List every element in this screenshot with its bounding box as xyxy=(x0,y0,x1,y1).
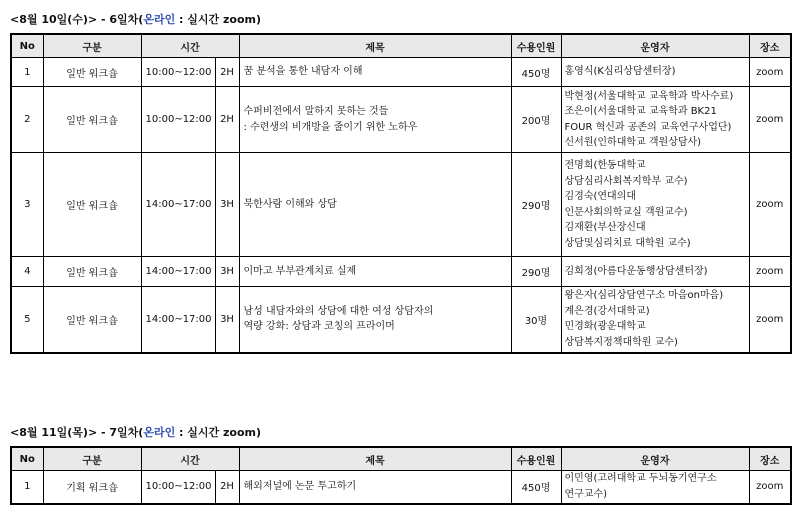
table-row xyxy=(11,58,791,87)
cell-hours: 3H xyxy=(215,153,239,257)
header-time: 시간 xyxy=(141,447,239,471)
cell-capacity: 30명 xyxy=(511,287,561,353)
operator-line: 왕은자(심리상담연구소 마음on마음) xyxy=(564,290,724,302)
cell-time: 10:00~12:00 xyxy=(141,471,215,504)
cell-capacity: 290명 xyxy=(511,257,561,287)
cell-hours: 3H xyxy=(215,287,239,353)
operator-line: 인문사회의학교실 객원교수) xyxy=(564,206,688,218)
cell-title xyxy=(239,153,511,257)
cell-place: zoom xyxy=(749,87,791,153)
header-type: 구분 xyxy=(43,34,141,58)
header-place: 장소 xyxy=(749,34,791,58)
cell-type: 일반 워크숍 xyxy=(43,257,141,287)
title-line: 꿈 분석을 통한 내담자 이해 xyxy=(243,66,363,78)
cell-time: 14:00~17:00 xyxy=(141,257,215,287)
cell-time: 10:00~12:00 xyxy=(141,87,215,153)
table-row xyxy=(11,471,791,504)
operator-line: 홍영식(K심리상담센터장) xyxy=(564,66,676,78)
operator-line: FOUR 혁신과 공존의 교육연구사업단) xyxy=(564,121,732,133)
cell-no: 5 xyxy=(11,287,43,353)
cell-type: 일반 워크숍 xyxy=(43,87,141,153)
cell-title xyxy=(239,58,511,87)
cell-title xyxy=(239,257,511,287)
cell-type: 기획 워크숍 xyxy=(43,471,141,504)
cell-no: 3 xyxy=(11,153,43,257)
cell-title xyxy=(239,87,511,153)
operator-line: 상담및심리치료 대학원 교수) xyxy=(564,237,691,249)
cell-capacity: 450명 xyxy=(511,58,561,87)
cell-place: zoom xyxy=(749,287,791,353)
cell-type: 일반 워크숍 xyxy=(43,153,141,257)
section1-heading-suffix: : 실시간 zoom) xyxy=(175,13,261,26)
cell-time: 14:00~17:00 xyxy=(141,287,215,353)
cell-operator xyxy=(561,87,749,153)
section1-heading-prefix: <8월 10일(수)> - 6일차( xyxy=(10,13,144,26)
cell-no: 1 xyxy=(11,471,43,504)
title-line: 남성 내담자와의 상담에 대한 여성 상담자의 xyxy=(243,305,434,317)
operator-line: 상담심리사회복지학부 교수) xyxy=(564,175,688,187)
title-line: 수퍼비전에서 말하지 못하는 것들 xyxy=(243,106,389,117)
cell-no: 4 xyxy=(11,257,43,287)
section2-heading-online: 온라인 xyxy=(143,426,176,439)
header-operator: 운영자 xyxy=(561,34,749,58)
header-time: 시간 xyxy=(141,34,239,58)
cell-operator xyxy=(561,471,749,504)
cell-title xyxy=(239,471,511,504)
cell-type: 일반 워크숍 xyxy=(43,58,141,87)
operator-line: 김경숙(연대의대 xyxy=(564,191,637,202)
section2-heading-prefix: <8월 11일(목)> - 7일차( xyxy=(10,426,144,439)
cell-place: zoom xyxy=(749,153,791,257)
cell-operator xyxy=(561,287,749,353)
operator-line: 이민영(고려대학교 두뇌동기연구소 xyxy=(564,473,717,485)
cell-place: zoom xyxy=(749,471,791,504)
header-no: No xyxy=(11,447,43,471)
operator-line: 조은이(서울대학교 교육학과 BK21 xyxy=(564,106,717,117)
operator-line: 계은경(강서대학교) xyxy=(564,305,650,317)
cell-title xyxy=(239,287,511,353)
operator-line: 김희정(아름다운동행상담센터장) xyxy=(564,265,708,277)
title-line: 해외저널에 논문 투고하기 xyxy=(243,481,357,492)
cell-capacity: 200명 xyxy=(511,87,561,153)
cell-capacity: 290명 xyxy=(511,153,561,257)
cell-no: 2 xyxy=(11,87,43,153)
cell-time: 10:00~12:00 xyxy=(141,58,215,87)
table-header-row xyxy=(11,34,791,58)
title-line: 역량 강화: 상담과 코칭의 프라이머 xyxy=(243,321,395,333)
table-row xyxy=(11,153,791,257)
cell-type: 일반 워크숍 xyxy=(43,287,141,353)
header-no: No xyxy=(11,34,43,58)
table-header-row xyxy=(11,447,791,471)
title-line: : 수련생의 비개방을 줄이기 위한 노하우 xyxy=(243,121,418,133)
section2-heading-suffix: : 실시간 zoom) xyxy=(175,426,261,439)
operator-line: 민경화(광운대학교 xyxy=(564,321,646,333)
header-capacity: 수용인원 xyxy=(511,447,561,471)
section1-heading xyxy=(10,11,261,27)
cell-place: zoom xyxy=(749,257,791,287)
operator-line: 박현정(서울대학교 교육학과 박사수료) xyxy=(564,90,734,102)
operator-line: 연구교수) xyxy=(564,488,608,500)
operator-line: 김재환(부산장신대 xyxy=(564,222,646,233)
cell-hours: 2H xyxy=(215,87,239,153)
schedule-table-day7 xyxy=(10,446,792,505)
table-row xyxy=(11,287,791,353)
header-place: 장소 xyxy=(749,447,791,471)
title-line: 이마고 부부관계치료 실제 xyxy=(243,265,357,277)
cell-hours: 2H xyxy=(215,471,239,504)
operator-line: 상담복지정책대학원 교수) xyxy=(564,336,678,348)
header-type: 구분 xyxy=(43,447,141,471)
section2-heading xyxy=(10,424,261,440)
operator-line: 전명희(한동대학교 xyxy=(564,160,646,171)
cell-place: zoom xyxy=(749,58,791,87)
cell-operator xyxy=(561,153,749,257)
cell-operator xyxy=(561,58,749,87)
table-row xyxy=(11,87,791,153)
section1-heading-online: 온라인 xyxy=(143,13,176,26)
table-row xyxy=(11,257,791,287)
operator-line: 신서원(인하대학교 객원상담사) xyxy=(564,137,702,148)
cell-capacity: 450명 xyxy=(511,471,561,504)
schedule-table-day6 xyxy=(10,33,792,354)
cell-operator xyxy=(561,257,749,287)
header-capacity: 수용인원 xyxy=(511,34,561,58)
cell-hours: 2H xyxy=(215,58,239,87)
cell-hours: 3H xyxy=(215,257,239,287)
header-title: 제목 xyxy=(239,34,511,58)
header-title: 제목 xyxy=(239,447,511,471)
cell-time: 14:00~17:00 xyxy=(141,153,215,257)
header-operator: 운영자 xyxy=(561,447,749,471)
cell-no: 1 xyxy=(11,58,43,87)
title-line: 북한사람 이해와 상담 xyxy=(243,198,337,210)
